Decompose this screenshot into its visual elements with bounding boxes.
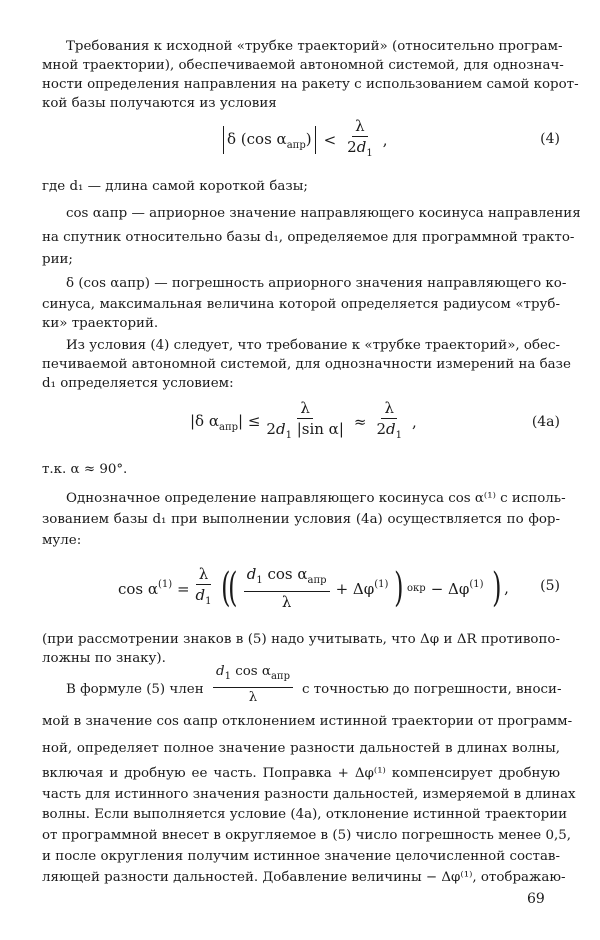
page-number: 69	[527, 891, 545, 907]
equation-4a: |δ $\alpha_{апр}|$ ≤ $\frac{\lambda}{2d_1 |\sin \alpha|}$ ≈ $\frac{\lambda}{2d_1}$ ,	[190, 399, 417, 441]
equation-4a-number: (4а)	[531, 414, 560, 430]
term-line-5: часть для истинного значения разности дальностей, измеряемой в длинах	[42, 787, 576, 802]
def-delta-line-1: δ (cos αапр) — погрешность априорного значения направляющего ко-	[66, 276, 567, 291]
term-line-4: включая и дробную ее часть. Поправка + Δφ⁽¹⁾ компенсирует дробную	[42, 766, 560, 781]
p1-line-2: мной траектории), обеспечиваемой автономной системой, для однознач-	[42, 58, 564, 73]
term-line-3: ной, определяет полное значение разности дальностей в длинах волны,	[42, 741, 560, 756]
def-delta-line-3: ки» траекторий.	[42, 316, 159, 331]
term-line-start: В формуле (5) член	[66, 682, 204, 697]
equation-4: δ (cos $\alpha_{апр}$) < $\frac{\lambda}{2d_1}$ ,	[220, 120, 387, 160]
term-line-9: ляющей разности дальностей. Добавление величины − Δφ⁽¹⁾, отображаю-	[42, 870, 566, 885]
cond-line-3: d₁ определяется условием:	[42, 376, 234, 391]
equation-5: $\cos \alpha^{(1)}$ = $\frac{\lambda}{d_1}$ ( ( $\frac{d_1 \cos \alpha_{апр}}{\lambda}$ + $\Delta\varphi^{(1)}$ ) окр − $\Delta\varphi^{(1)}$ ) ,	[118, 565, 509, 611]
def-d1: где d₁ — длина самой короткой базы;	[42, 179, 308, 194]
cond-line-2: печиваемой автономной системой, для однозначности измерений на базе	[42, 357, 571, 372]
equation-4-number: (4)	[540, 131, 560, 147]
p1-line-4: кой базы получаются из условия	[42, 96, 277, 111]
equation-5-number: (5)	[540, 578, 560, 594]
def-cos-line-1: cos αапр — априорное значение направляющего косинуса направления	[66, 206, 581, 221]
term-line-6: волны. Если выполняется условие (4а), отклонение истинной траектории	[42, 807, 568, 822]
term-line-8: и после округления получим истинное значение целочисленной состав-	[42, 849, 560, 864]
term-line-7: от программной внесет в округляемое в (5) число погрешность менее 0,5,	[42, 828, 571, 843]
p1-line-3: ности определения направления на ракету с использованием самой корот-	[42, 77, 579, 92]
def-cos-line-2: на спутник относительно базы d₁, определяемое для программной тракто-	[42, 230, 575, 245]
def-delta-line-2: синуса, максимальная величина которой определяется радиусом «труб-	[42, 297, 560, 312]
unique-line-1: Однозначное определение направляющего косинуса cos α⁽¹⁾ с исполь-	[66, 491, 566, 506]
term-inline-fraction: $\frac{d_1 \cos \alpha_{апр}}{\lambda}$	[210, 663, 296, 707]
tk-line: т.к. α ≈ 90°.	[42, 462, 128, 477]
unique-line-3: муле:	[42, 533, 82, 548]
term-line-end: с точностью до погрешности, вноси-	[302, 682, 562, 697]
p1-line-1: Требования к исходной «трубке траекторий» (относительно програм-	[66, 39, 563, 54]
term-line-2: мой в значение cos αапр отклонением истинной траектории от программ-	[42, 714, 573, 729]
signs-line-2: ложны по знаку).	[42, 651, 166, 666]
cond-line-1: Из условия (4) следует, что требование к «трубке траекторий», обес-	[66, 338, 560, 353]
def-cos-line-3: рии;	[42, 252, 73, 267]
signs-line-1: (при рассмотрении знаков в (5) надо учитывать, что Δφ и ΔR противопо-	[42, 632, 560, 647]
unique-line-2: зованием базы d₁ при выполнении условия (4а) осуществляется по фор-	[42, 512, 560, 527]
